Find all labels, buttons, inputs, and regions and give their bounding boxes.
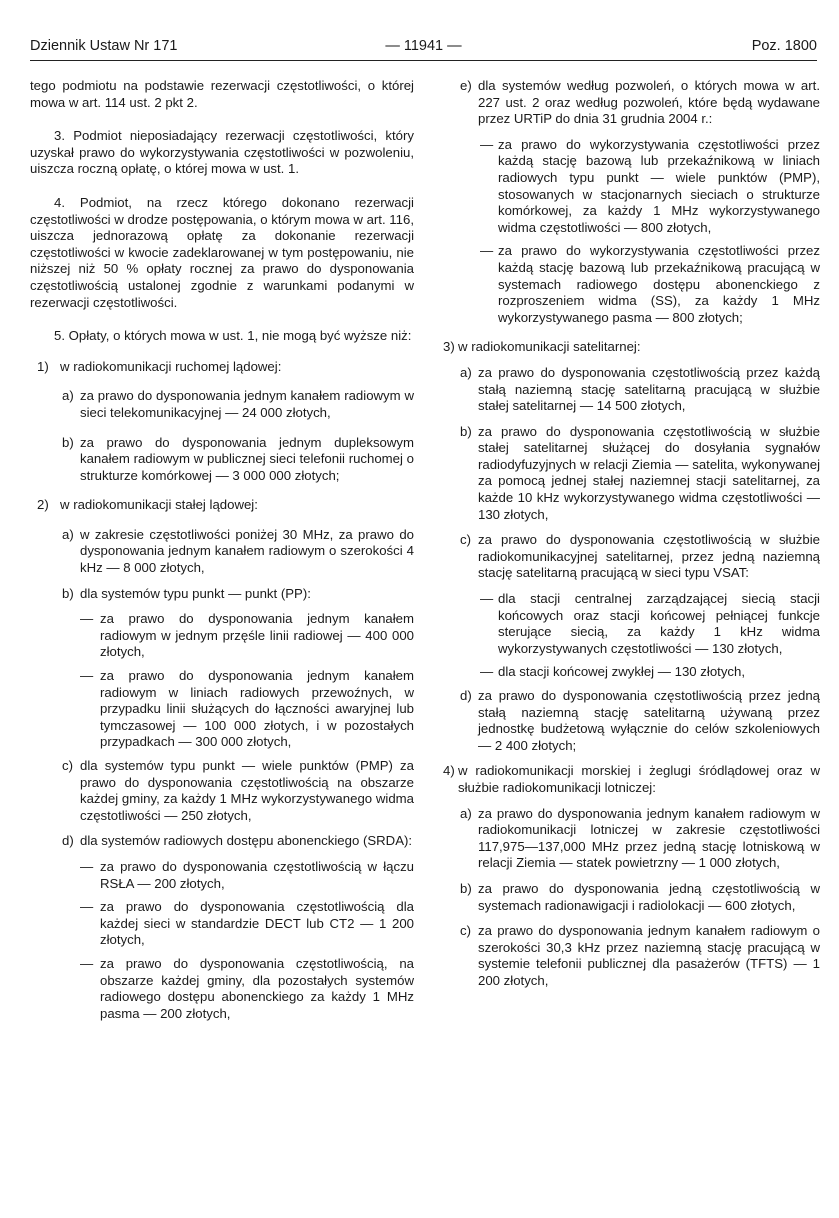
dash-marker: — (80, 668, 94, 684)
list-item-4a (443, 806, 820, 872)
list-item-2b (30, 586, 414, 603)
dash-marker: — (80, 955, 94, 971)
paragraph-4: 4. Podmiot, na rzecz którego dokonano rezerwacji częstotliwości w drodze postępowania, o którym mowa w art. 116, uiszcza jednorazową opłatę za dokonanie rezerwacji częstotliwości w kwocie zadeklarowanej w tym postępowaniu, nie niższej niż 50 % opłaty rocznej za prawo do dysponowania częstotliwością ustalonej zgodnie z warunkami podanymi w rezerwacji częstotliwości. (30, 194, 414, 310)
dash-marker: — (80, 858, 94, 874)
list-item-4 (443, 763, 820, 796)
item-marker: b) (460, 880, 472, 896)
right-column (443, 78, 820, 999)
item-marker: a) (460, 805, 472, 821)
paragraph-3: 3. Podmiot nieposiadający rezerwacji częstotliwości, który uzyskał prawo do wykorzystywania częstotliwości w pozwoleniu, uiszcza roczną opłatę, o której mowa w ust. 1. (30, 128, 414, 177)
journal-title: Dziennik Ustaw Nr 171 (30, 38, 178, 54)
list-item-2d (30, 833, 414, 850)
item-marker: b) (62, 585, 74, 601)
list-item-2d-dash-1 (30, 859, 414, 892)
list-item-2e (443, 78, 820, 128)
list-item-3 (443, 339, 820, 356)
item-marker: d) (460, 688, 472, 703)
dash-marker: — (80, 611, 94, 627)
item-text: za prawo do dysponowania częstotliwością, na obszarze każdej gminy, dla pozostałych systemów radiowego dostępu abonenckiego za każdy 1 MHz pasma — 200 złotych, (100, 955, 414, 1021)
item-text: za prawo do dysponowania częstotliwością w łączu RSŁA — 200 złotych, (100, 858, 414, 891)
list-item-3d (443, 688, 820, 754)
header-rule (30, 60, 817, 61)
list-item-2c (30, 758, 414, 824)
item-marker: a) (460, 364, 472, 380)
list-item-4b (443, 881, 820, 914)
item-marker: c) (62, 758, 73, 773)
item-text: w radiokomunikacji ruchomej lądowej: (60, 358, 282, 374)
item-text: za prawo do dysponowania częstotliwością w służbie radiokomunikacyjnej satelitarnej, przez jedną naziemną stację satelitarną pracującą w sieci typu VSAT: (478, 532, 820, 581)
item-text: za prawo do dysponowania częstotliwością w służbie stałej satelitarnej służącej do dosyłania sygnałów radiodyfuzyjnych w relacji Ziemia — satelita, wykonywanej za pomocą jednej stałej naziemnej stacji satelitarnej, za każde 10 kHz wykorzystywanego widma częstotliwości — 130 złotych, (478, 423, 820, 522)
item-text: dla systemów radiowych dostępu abonenckiego (SRDA): (80, 833, 413, 849)
list-item-1 (30, 359, 414, 376)
item-marker: 1) (37, 358, 49, 374)
item-text: za prawo do dysponowania częstotliwością dla każdej sieci w standardzie DECT lub CT2 — 1 200 złotych, (100, 899, 414, 948)
page-number: — 11941 — (385, 38, 462, 54)
item-text: za prawo do dysponowania częstotliwością przez każdą stałą naziemną stację satelitarną pracującą w służbie stałej satelitarnej — 14 500 złotych, (478, 364, 820, 414)
item-text: dla systemów według pozwoleń, o których mowa w art. 227 ust. 2 oraz według pozwoleń, które będą wydawane przez URTiP do dnia 31 grudnia 2004 r.: (478, 78, 820, 127)
list-item-2d-dash-2 (30, 899, 414, 949)
item-marker: c) (460, 532, 471, 548)
list-item-3c-dash-1 (443, 591, 820, 657)
item-text: w radiokomunikacji stałej lądowej: (60, 497, 258, 513)
dash-marker: — (480, 136, 494, 152)
item-text: za prawo do dysponowania jedną częstotliwością w systemach radionawigacji i radiolokacji — 600 złotych, (478, 880, 820, 913)
item-text: za prawo do dysponowania jednym kanałem radiowym w sieci telekomunikacyjnej — 24 000 złotych, (80, 388, 414, 420)
list-item-2 (30, 497, 414, 514)
list-item-3c-dash-2 (443, 664, 820, 681)
item-text: za prawo do dysponowania jednym kanałem radiowym w radiokomunikacji lotniczej w zakresie częstotliwości 117,975—137,000 MHz przez jedną stację lotniskową w relacji Ziemia — statek powietrzny — 1 000 złotych, (478, 805, 820, 871)
item-text: za prawo do wykorzystywania częstotliwości przez każdą stację bazową lub przekaźnikową w liniach radiowych typu punkt — wiele punktów (PMP), stosowanych w stacjonarnych sieciach o strukturze komórkowej, za każdy 1 MHz wykorzystywanego widma częstotliwości — 800 złotych, (498, 136, 820, 235)
item-text: dla stacji centralnej zarządzającej siecią stacji końcowych oraz stacji końcowej pełniącej funkcje sterujące siecią, za każdy 1 kHz widma wykorzystywanych częstotliwości — 130 złotych, (498, 591, 820, 656)
item-marker: 4) (443, 763, 455, 779)
list-item-1a (30, 388, 414, 421)
list-item-3c (443, 532, 820, 582)
item-text: za prawo do dysponowania jednym kanałem radiowym w jednym przęśle linii radiowej — 400 000 złotych, (100, 611, 414, 660)
item-marker: e) (460, 78, 472, 93)
item-text: w zakresie częstotliwości poniżej 30 MHz, za prawo do dysponowania jednym kanałem radiowym o szerokości 4 kHz — 8 000 złotych, (80, 526, 414, 576)
dash-marker: — (480, 664, 494, 680)
list-item-2d-dash-3 (30, 956, 414, 1022)
item-text: za prawo do dysponowania częstotliwością przez jedną stałą naziemną stację satelitarną używaną przez jednostkę budżetową wyłącznie do celów szkoleniowych — 2 400 złotych; (478, 688, 820, 753)
list-item-2e-dash-1 (443, 137, 820, 237)
list-item-4c (443, 923, 820, 989)
position-number: Poz. 1800 (751, 38, 817, 54)
list-item-2b-dash-1 (30, 611, 414, 661)
dash-marker: — (80, 899, 94, 915)
item-text: dla stacji końcowej zwykłej — 130 złotych, (498, 664, 746, 680)
list-item-3a (443, 365, 820, 415)
item-text: w radiokomunikacji morskiej i żeglugi śródlądowej oraz w służbie radiokomunikacji lotniczej: (458, 763, 820, 795)
dash-marker: — (480, 591, 494, 607)
item-text: za prawo do dysponowania jednym kanałem radiowym o szerokości 30,3 kHz przez naziemną stację pracującą w systemie telefonii publicznej dla pasażerów (TFTS) — 1 200 złotych, (478, 923, 820, 988)
item-text: dla systemów typu punkt — punkt (PP): (80, 585, 311, 601)
item-text: za prawo do dysponowania jednym kanałem radiowym w liniach radiowych przewoźnych, w przypadku linii służących do łączności awaryjnej lub tymczasowej — 100 000 złotych, i w pozostałych przypadkach — 300 000 złotych, (100, 668, 414, 750)
item-marker: c) (460, 923, 471, 939)
left-column (30, 78, 414, 1029)
item-text: w radiokomunikacji satelitarnej: (458, 339, 641, 355)
list-item-2a (30, 527, 414, 577)
item-marker: d) (62, 833, 74, 849)
item-text: dla systemów typu punkt — wiele punktów (PMP) za prawo do dysponowania częstotliwością na obszarze każdej gminy, za każdy 1 MHz wykorzystywanego widma częstotliwości — 250 złotych, (80, 758, 414, 823)
item-marker: b) (460, 423, 472, 439)
paragraph-5: 5. Opłaty, o których mowa w ust. 1, nie mogą być wyższe niż: (54, 328, 412, 344)
item-marker: b) (62, 434, 74, 450)
item-marker: a) (62, 388, 74, 404)
item-marker: 3) (443, 339, 455, 355)
item-text: za prawo do wykorzystywania częstotliwości przez każdą stację bazową lub przekaźnikową pracującą w systemach radiowego dostępu abonenckiego z rozproszeniem widma (SS), za każdy 1 MHz wykorzystywanego pasma — 800 złotych; (498, 243, 820, 325)
paragraph-continuation: tego podmiotu na podstawie rezerwacji częstotliwości, o której mowa w art. 114 ust. 2 pkt 2. (30, 78, 414, 110)
list-item-3b (443, 424, 820, 524)
item-text: za prawo do dysponowania jednym dupleksowym kanałem radiowym w publicznej sieci telefonii ruchomej o strukturze komórkowej — 3 000 000 złotych; (80, 434, 414, 483)
item-marker: a) (62, 526, 74, 542)
page-header (30, 38, 817, 58)
list-item-2e-dash-2 (443, 243, 820, 326)
list-item-2b-dash-2 (30, 668, 414, 751)
dash-marker: — (480, 243, 494, 259)
list-item-1b (30, 435, 414, 485)
item-marker: 2) (37, 497, 49, 513)
